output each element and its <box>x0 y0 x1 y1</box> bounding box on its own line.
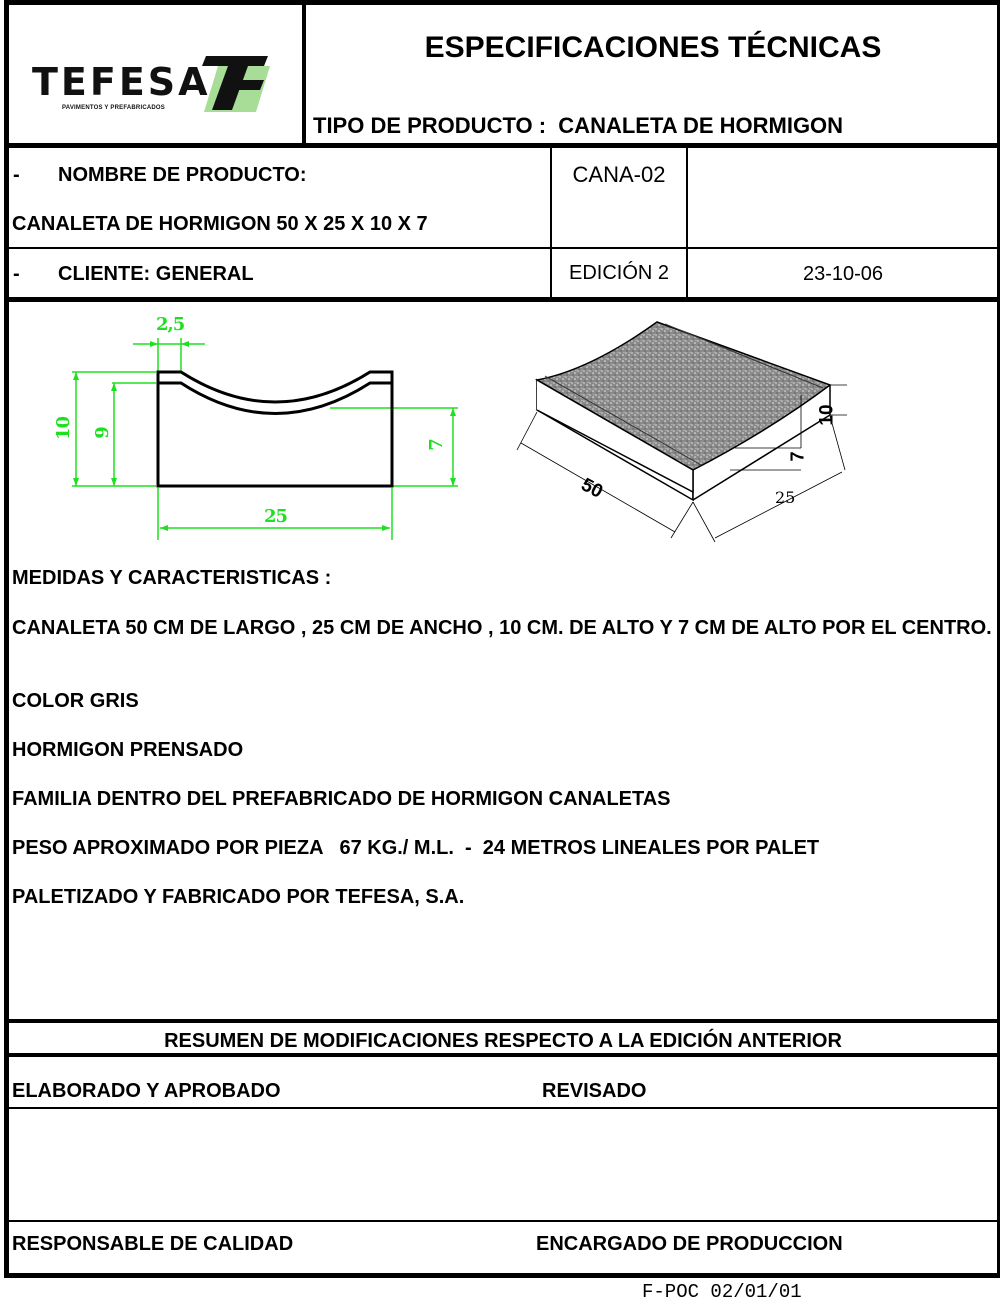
signature-area[interactable] <box>9 1109 997 1220</box>
dim-label-top: 2,5 <box>156 314 185 335</box>
quality-manager-label: RESPONSABLE DE CALIDAD <box>12 1233 294 1255</box>
signature-rule-2 <box>4 1220 1000 1222</box>
product-type-value: CANALETA DE HORMIGON <box>558 113 844 138</box>
modifications-top-rule <box>4 1019 1000 1023</box>
edition-date: 23-10-06 <box>802 263 884 285</box>
edition-number: EDICIÓN 2 <box>568 262 670 284</box>
header-divider <box>302 0 306 146</box>
product-name-value: CANALETA DE HORMIGON 50 X 25 X 10 X 7 <box>12 213 428 235</box>
company-logo <box>28 50 278 116</box>
client-bullet: - <box>13 263 20 285</box>
cross-section-drawing <box>50 310 470 550</box>
spec-line-family: FAMILIA DENTRO DEL PREFABRICADO DE HORMIGON CANALETAS <box>12 788 671 810</box>
header-bottom-rule <box>4 143 1000 148</box>
form-code: F-POC 02/01/01 <box>642 1281 802 1303</box>
dim-label-height: 10 <box>53 416 75 441</box>
name-bullet: - <box>13 164 20 186</box>
iso-label-center-height: 7 <box>787 451 808 462</box>
isometric-drawing <box>505 310 850 545</box>
modifications-bottom-rule <box>4 1053 1000 1057</box>
product-type <box>313 113 843 139</box>
dim-label-inner-height: 9 <box>91 426 113 439</box>
logo-f-mid-bar <box>230 80 264 90</box>
iso-label-height: 10 <box>816 404 838 426</box>
spec-line-manufacturer: PALETIZADO Y FABRICADO POR TEFESA, S.A. <box>12 886 465 908</box>
spec-line-color: COLOR GRIS <box>12 690 139 712</box>
spec-line-material: HORMIGON PRENSADO <box>12 739 244 761</box>
production-manager-label: ENCARGADO DE PRODUCCION <box>536 1233 843 1255</box>
reviewed-label: REVISADO <box>542 1080 647 1102</box>
product-type-label: TIPO DE PRODUCTO : <box>313 113 547 138</box>
section-outline <box>158 372 392 486</box>
product-code: CANA-02 <box>572 162 666 187</box>
info-middle-rule <box>4 247 1000 249</box>
logo-f-top-bar <box>202 56 268 66</box>
dim-label-center-height: 7 <box>425 438 447 451</box>
elaborated-label: ELABORADO Y APROBADO <box>12 1080 281 1102</box>
section-dimension-arrows <box>73 341 456 531</box>
logo-tagline: PAVIMENTOS Y PREFABRICADOS <box>62 105 165 111</box>
frame-bottom-border <box>4 1273 1000 1278</box>
product-name-label: NOMBRE DE PRODUCTO: <box>58 164 307 186</box>
cross-section-svg <box>50 310 470 550</box>
frame-left-border <box>4 0 9 1278</box>
modifications-title: RESUMEN DE MODIFICACIONES RESPECTO A LA EDICIÓN ANTERIOR <box>164 1030 842 1052</box>
client-label: CLIENTE: GENERAL <box>58 263 254 285</box>
logo-brand-text: TEFESA <box>32 60 211 104</box>
specs-heading: MEDIDAS Y CARACTERISTICAS : <box>12 567 332 589</box>
page-title: ESPECIFICACIONES TÉCNICAS <box>424 31 882 64</box>
spec-line-dimensions: CANALETA 50 CM DE LARGO , 25 CM DE ANCHO , 10 CM. DE ALTO Y 7 CM DE ALTO POR EL CENTRO. <box>12 617 992 639</box>
isometric-svg <box>505 310 850 545</box>
info-bottom-rule <box>4 297 1000 302</box>
iso-label-width: 25 <box>775 488 796 507</box>
dim-label-width: 25 <box>264 506 288 527</box>
iso-label-length: 50 <box>577 474 607 503</box>
frame-top-border <box>4 0 1000 5</box>
spec-line-weight: PESO APROXIMADO POR PIEZA 67 KG./ M.L. - 24 METROS LINEALES POR PALET <box>12 837 820 859</box>
